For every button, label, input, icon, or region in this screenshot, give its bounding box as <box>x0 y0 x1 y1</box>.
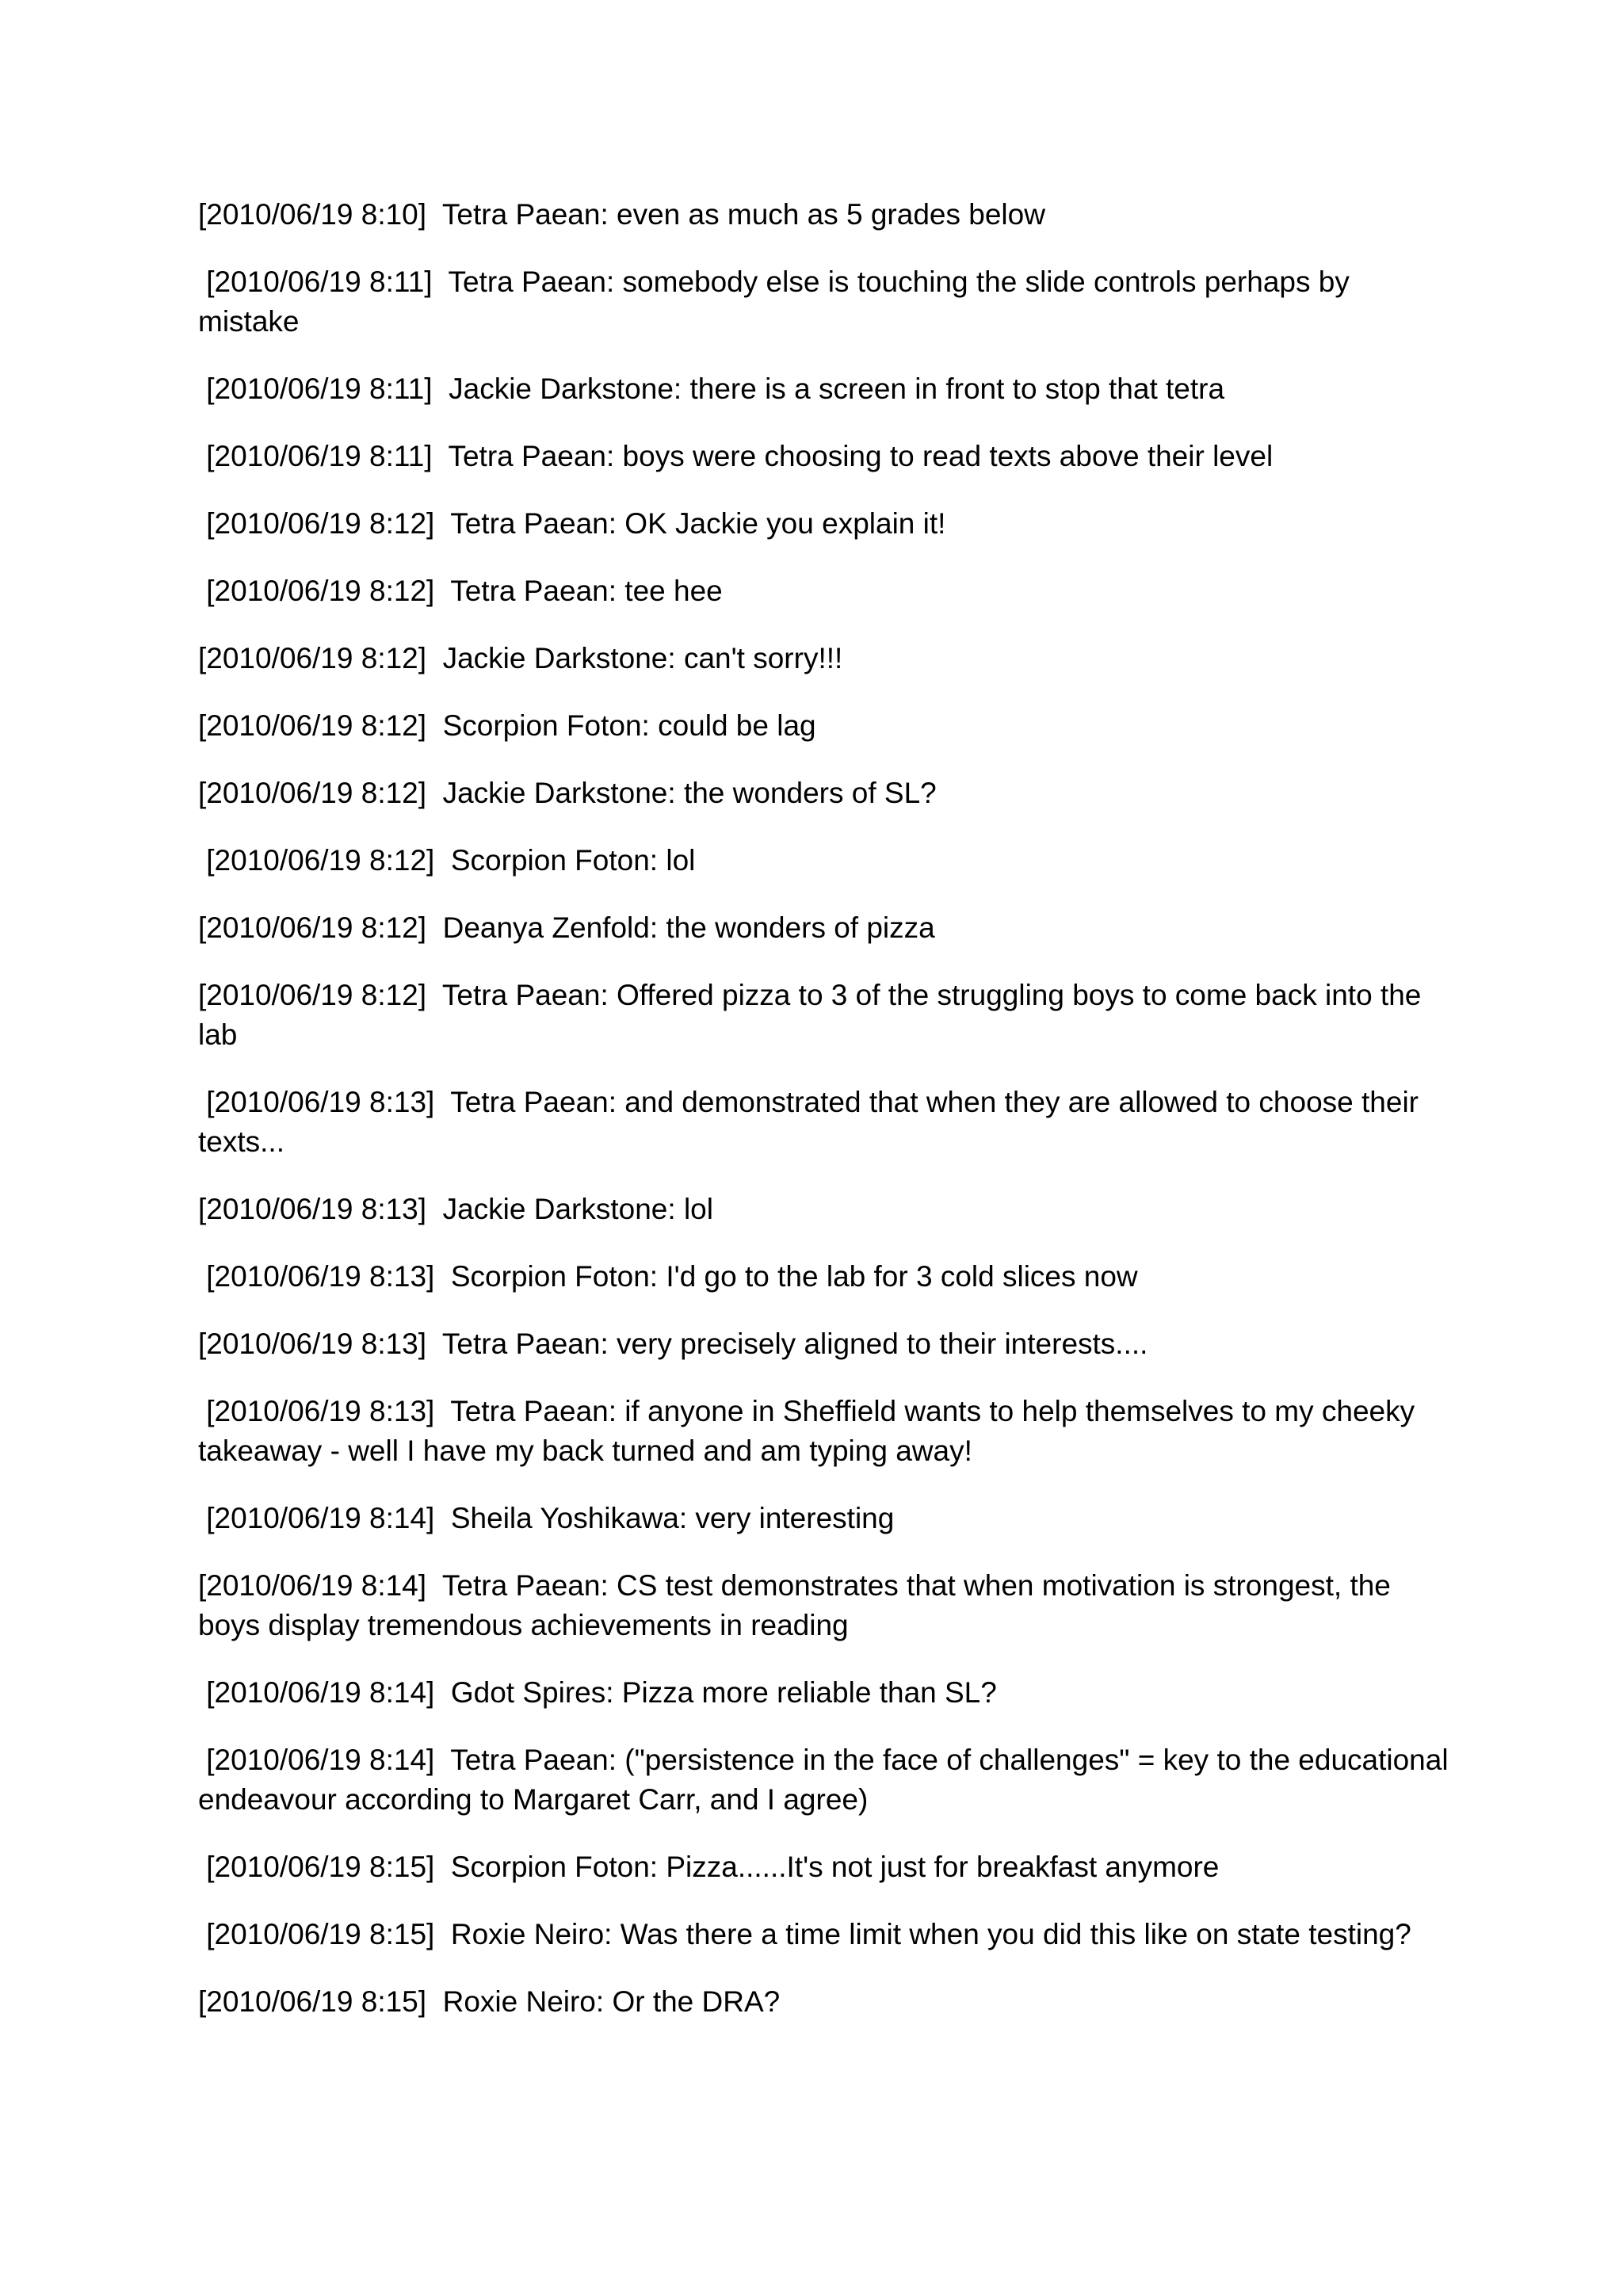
chat-line: [2010/06/19 8:11] Tetra Paean: somebody else is touching the slide controls perhaps by mistake <box>198 266 1358 338</box>
chat-line: [2010/06/19 8:14] Sheila Yoshikawa: very interesting <box>198 1502 895 1534</box>
chat-line: [2010/06/19 8:14] Gdot Spires: Pizza more reliable than SL? <box>198 1676 997 1709</box>
chat-line: [2010/06/19 8:13] Tetra Paean: very precisely aligned to their interests.... <box>198 1328 1148 1360</box>
chat-line: [2010/06/19 8:12] Deanya Zenfold: the wonders of pizza <box>198 911 935 944</box>
chat-line: [2010/06/19 8:12] Jackie Darkstone: can't sorry!!! <box>198 642 843 674</box>
chat-line: [2010/06/19 8:12] Tetra Paean: Offered pizza to 3 of the struggling boys to come back into the lab <box>198 979 1430 1051</box>
chat-line: [2010/06/19 8:13] Tetra Paean: and demonstrated that when they are allowed to choose their texts... <box>198 1086 1427 1158</box>
chat-line: [2010/06/19 8:13] Scorpion Foton: I'd go to the lab for 3 cold slices now <box>198 1260 1138 1293</box>
chat-line: [2010/06/19 8:13] Jackie Darkstone: lol <box>198 1193 713 1225</box>
chat-line: [2010/06/19 8:11] Tetra Paean: boys were choosing to read texts above their level <box>198 440 1274 472</box>
chat-line: [2010/06/19 8:13] Tetra Paean: if anyone in Sheffield wants to help themselves to my cheeky takeaway - well I have my back turned and am typing away! <box>198 1395 1423 1467</box>
chat-line: [2010/06/19 8:10] Tetra Paean: even as much as 5 grades below <box>198 198 1045 231</box>
chat-line: [2010/06/19 8:12] Jackie Darkstone: the wonders of SL? <box>198 777 937 809</box>
chat-line: [2010/06/19 8:11] Jackie Darkstone: there is a screen in front to stop that tetra <box>198 372 1225 405</box>
chat-line: [2010/06/19 8:14] Tetra Paean: ("persistence in the face of challenges" = key to the educational endeavour according to Margaret Carr, and I agree) <box>198 1744 1457 1816</box>
chat-transcript <box>198 195 1457 2050</box>
chat-line: [2010/06/19 8:12] Scorpion Foton: lol <box>198 844 696 877</box>
chat-line: [2010/06/19 8:12] Scorpion Foton: could be lag <box>198 709 816 742</box>
chat-line: [2010/06/19 8:12] Tetra Paean: OK Jackie you explain it! <box>198 507 946 540</box>
chat-line: [2010/06/19 8:14] Tetra Paean: CS test demonstrates that when motivation is strongest, the boys display tremendous achievements in reading <box>198 1569 1400 1641</box>
chat-line: [2010/06/19 8:15] Scorpion Foton: Pizza......It's not just for breakfast anymore <box>198 1851 1220 1883</box>
chat-line: [2010/06/19 8:12] Tetra Paean: tee hee <box>198 575 723 607</box>
chat-line: [2010/06/19 8:15] Roxie Neiro: Was there a time limit when you did this like on state testing? <box>198 1918 1411 1950</box>
chat-line: [2010/06/19 8:15] Roxie Neiro: Or the DRA? <box>198 1985 781 2018</box>
